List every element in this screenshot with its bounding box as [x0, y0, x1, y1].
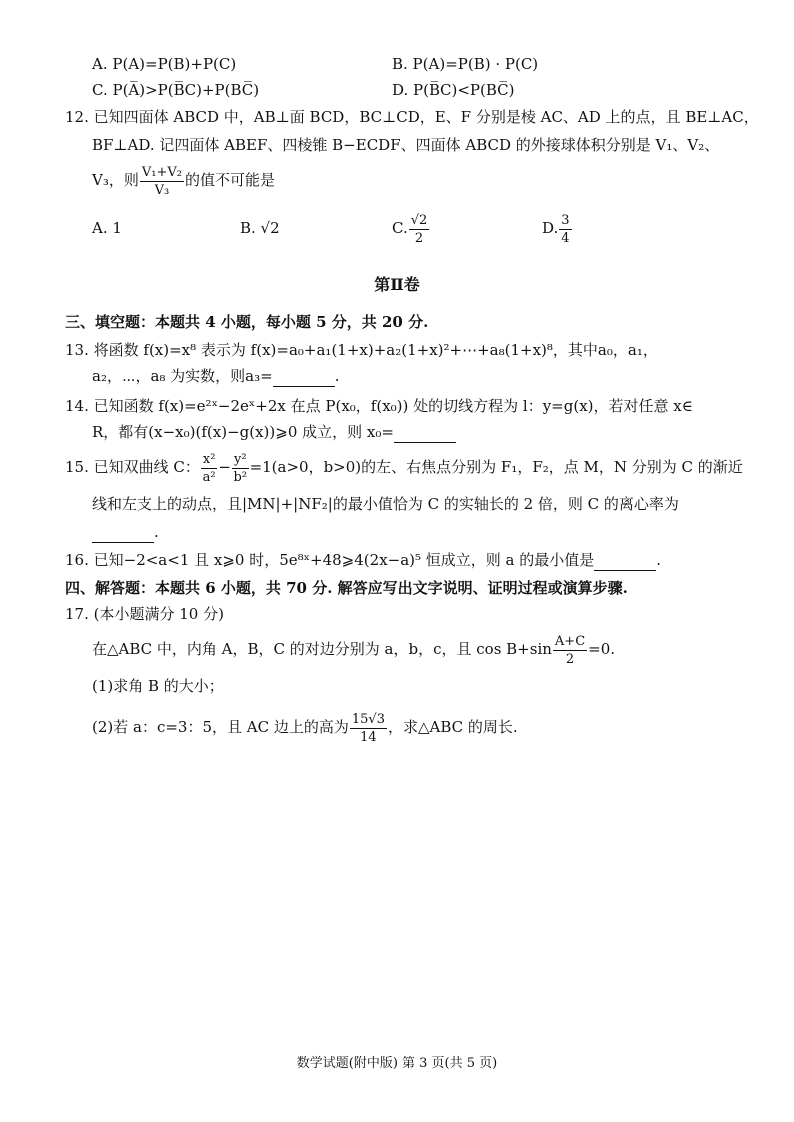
q14-answer-blank — [394, 422, 456, 443]
q12-option-c-denominator: 2 — [414, 230, 424, 246]
q16-answer-blank — [594, 550, 656, 571]
q15-answer-blank — [92, 522, 154, 543]
q12-line1: 12. 已知四面体 ABCD 中，AB⊥面 BCD，BC⊥CD，E、F 分别是棱 AC、AD 上的点，且 BE⊥AC， — [65, 108, 759, 126]
q13-answer-blank — [273, 366, 335, 387]
page-footer: 数学试题(附中版) 第 3 页(共 5 页) — [296, 1056, 498, 1071]
q14-line1: 14. 已知函数 f(x)=e²ˣ−2eˣ+2x 在点 P(x₀，f(x₀)) 处的切线方程为 l：y=g(x)，若对任意 x∈ — [65, 397, 693, 415]
q11-option-d: D. P(B̅C)<P(BC̅) — [392, 81, 515, 99]
q12-option-c — [392, 211, 430, 245]
q15-frac-y-denominator: b² — [233, 469, 248, 485]
q15-frac-y — [232, 453, 249, 484]
q12-option-d-denominator: 4 — [561, 230, 570, 246]
q17-part2 — [92, 710, 518, 744]
q15-frac-x-denominator: a² — [202, 469, 216, 485]
q17-part2-fraction — [350, 713, 387, 744]
part2-title: 第Ⅱ卷 — [374, 275, 420, 294]
q11-option-a: A. P(A)=P(B)+P(C) — [92, 55, 237, 73]
q16-line — [65, 550, 661, 571]
q13-line2-text: a₂，⋯，a₈ 为实数，则a₃= — [92, 367, 273, 385]
q15-frac-x — [201, 453, 218, 484]
q17-stem — [92, 632, 615, 666]
q13-line2-end: . — [334, 367, 340, 385]
q12-frac-numerator: V₁+V₂ — [141, 164, 182, 180]
q12-option-b: B. √2 — [240, 219, 280, 237]
q12-frac-denominator: V₃ — [154, 182, 170, 198]
q16-end: . — [656, 551, 662, 569]
q12-option-d — [542, 211, 573, 245]
q12-option-c-numerator: √2 — [410, 212, 428, 228]
q17-part2-frac-denominator: 14 — [360, 729, 377, 745]
q15-line3 — [92, 522, 159, 543]
q12-option-d-numerator: 3 — [561, 212, 570, 228]
q12-option-c-fraction — [409, 214, 430, 245]
q17-header: 17. (本小题满分 10 分) — [65, 605, 224, 623]
q17-stem-fraction — [553, 635, 587, 666]
q17-stem-frac-denominator: 2 — [565, 651, 575, 667]
q12-line2: BF⊥AD. 记四面体 ABEF、四棱锥 B−ECDF、四面体 ABCD 的外接球体积分别是 V₁、V₂、 — [92, 136, 720, 154]
q15-line1-prefix: 15. 已知双曲线 C： — [65, 458, 200, 476]
q17-stem-frac-numerator: A+C — [554, 633, 586, 649]
q12-option-d-fraction — [559, 214, 571, 245]
q15-line3-end: . — [154, 523, 159, 541]
q12-option-c-label: C. — [392, 219, 408, 237]
q15-minus: − — [218, 458, 231, 476]
q12-volume-fraction — [140, 166, 184, 197]
q12-line3-prefix: V₃，则 — [92, 171, 139, 189]
q17-stem-suffix: =0. — [588, 640, 616, 658]
q17-part2-suffix: ，求△ABC 的周长. — [387, 718, 518, 736]
q13-line2 — [92, 366, 340, 387]
section3-heading: 三、填空题：本题共 4 小题，每小题 5 分，共 20 分. — [65, 313, 429, 331]
q12-option-d-label: D. — [542, 219, 559, 237]
q14-line2-text: R，都有(x−x₀)(f(x)−g(x))⩾0 成立，则 x₀= — [92, 423, 394, 441]
q15-frac-y-numerator: y² — [234, 451, 247, 467]
q13-line1: 13. 将函数 f(x)=x⁸ 表示为 f(x)=a₀+a₁(1+x)+a₂(1+x)²+⋯+a₈(1+x)⁸，其中a₀，a₁， — [65, 341, 658, 359]
q16-text: 16. 已知−2<a<1 且 x⩾0 时，5e⁸ˣ+48⩾4(2x−a)⁵ 恒成立，则 a 的最小值是 — [65, 551, 595, 569]
q12-line3 — [92, 163, 275, 197]
q14-line2 — [92, 422, 456, 443]
section4-heading: 四、解答题：本题共 6 小题，共 70 分. 解答应写出文字说明、证明过程或演算步骤. — [65, 579, 628, 597]
q15-line2: 线和左支上的动点，且|MN|+|NF₂|的最小值恰为 C 的实轴长的 2 倍，则 C 的离心率为 — [92, 495, 679, 513]
q17-part1: (1)求角 B 的大小； — [92, 677, 224, 695]
q15-line1-suffix: =1(a>0，b>0)的左、右焦点分别为 F₁，F₂，点 M，N 分别为 C 的渐近 — [249, 458, 743, 476]
q17-part2-prefix: (2)若 a：c=3：5，且 AC 边上的高为 — [92, 718, 349, 736]
q17-part2-frac-numerator: 15√3 — [351, 711, 385, 727]
q11-option-c: C. P(A̅)>P(B̅C)+P(BC̅) — [92, 81, 260, 99]
q15-line1 — [65, 450, 743, 484]
q17-stem-prefix: 在△ABC 中，内角 A，B，C 的对边分别为 a，b，c，且 cos B+sin — [92, 640, 552, 658]
q12-line3-suffix: 的值不可能是 — [184, 171, 275, 189]
q12-option-a: A. 1 — [92, 219, 122, 237]
q11-option-b: B. P(A)=P(B) · P(C) — [392, 55, 539, 73]
q15-frac-x-numerator: x² — [202, 451, 216, 467]
